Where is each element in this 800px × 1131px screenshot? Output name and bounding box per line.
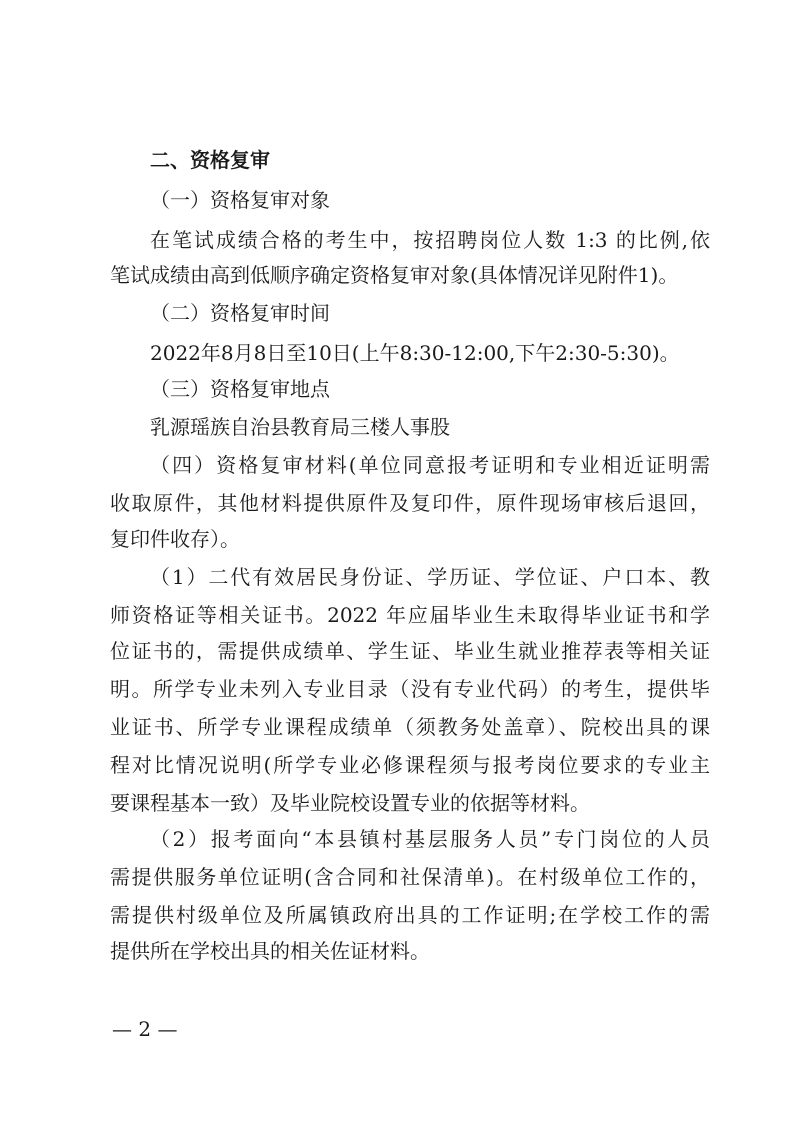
paragraph-line: 在笔试成绩合格的考生中，按招聘岗位人数 1:3 的比例,依 (150, 228, 710, 252)
paragraph-line: 提供所在学校出具的相关佐证材料。 (110, 939, 430, 963)
paragraph-line: 2022年8月8日至10日(上午8:30-12:00,下午2:30-5:30)。 (150, 341, 680, 365)
paragraph-line: 师资格证等相关证书。2022 年应届毕业生未取得毕业证书和学 (110, 603, 710, 627)
paragraph-line: 笔试成绩由高到低顺序确定资格复审对象(具体情况详见附件1)。 (110, 263, 679, 287)
paragraph-line: 需提供服务单位证明(含合同和社保清单)。在村级单位工作的， (110, 865, 710, 889)
paragraph-line: （2）报考面向“本县镇村基层服务人员”专门岗位的人员 (150, 827, 710, 851)
subsection-heading-1: （一）资格复审对象 (150, 188, 330, 212)
subsection-heading-2: （二）资格复审时间 (150, 301, 330, 325)
paragraph-line: 复印件收存）。 (110, 527, 240, 551)
paragraph-line: 需提供村级单位及所属镇政府出具的工作证明;在学校工作的需 (110, 903, 710, 927)
paragraph-line: 收取原件，其他材料提供原件及复印件，原件现场审核后退回， (110, 491, 710, 515)
paragraph-line: 程对比情况说明(所学专业必修课程须与报考岗位要求的专业主 (110, 753, 710, 777)
subsection-heading-4: （四）资格复审材料(单位同意报考证明和专业相近证明需 (150, 453, 710, 477)
paragraph-line: 位证书的，需提供成绩单、学生证、毕业生就业推荐表等相关证 (110, 639, 710, 663)
paragraph-line: 乳源瑶族自治县教育局三楼人事股 (150, 415, 450, 439)
subsection-heading-3: （三）资格复审地点 (150, 377, 330, 401)
paragraph-line: 要课程基本一致）及毕业院校设置专业的依据等材料。 (110, 791, 590, 815)
paragraph-line: （1）二代有效居民身份证、学历证、学位证、户口本、教 (150, 565, 710, 589)
paragraph-line: 明。所学专业未列入专业目录（没有专业代码）的考生，提供毕 (110, 677, 710, 701)
paragraph-line: 业证书、所学专业课程成绩单（须教务处盖章）、院校出具的课 (110, 715, 710, 739)
page-number: — 2 — (112, 1017, 178, 1041)
section-heading: 二、资格复审 (150, 148, 270, 172)
